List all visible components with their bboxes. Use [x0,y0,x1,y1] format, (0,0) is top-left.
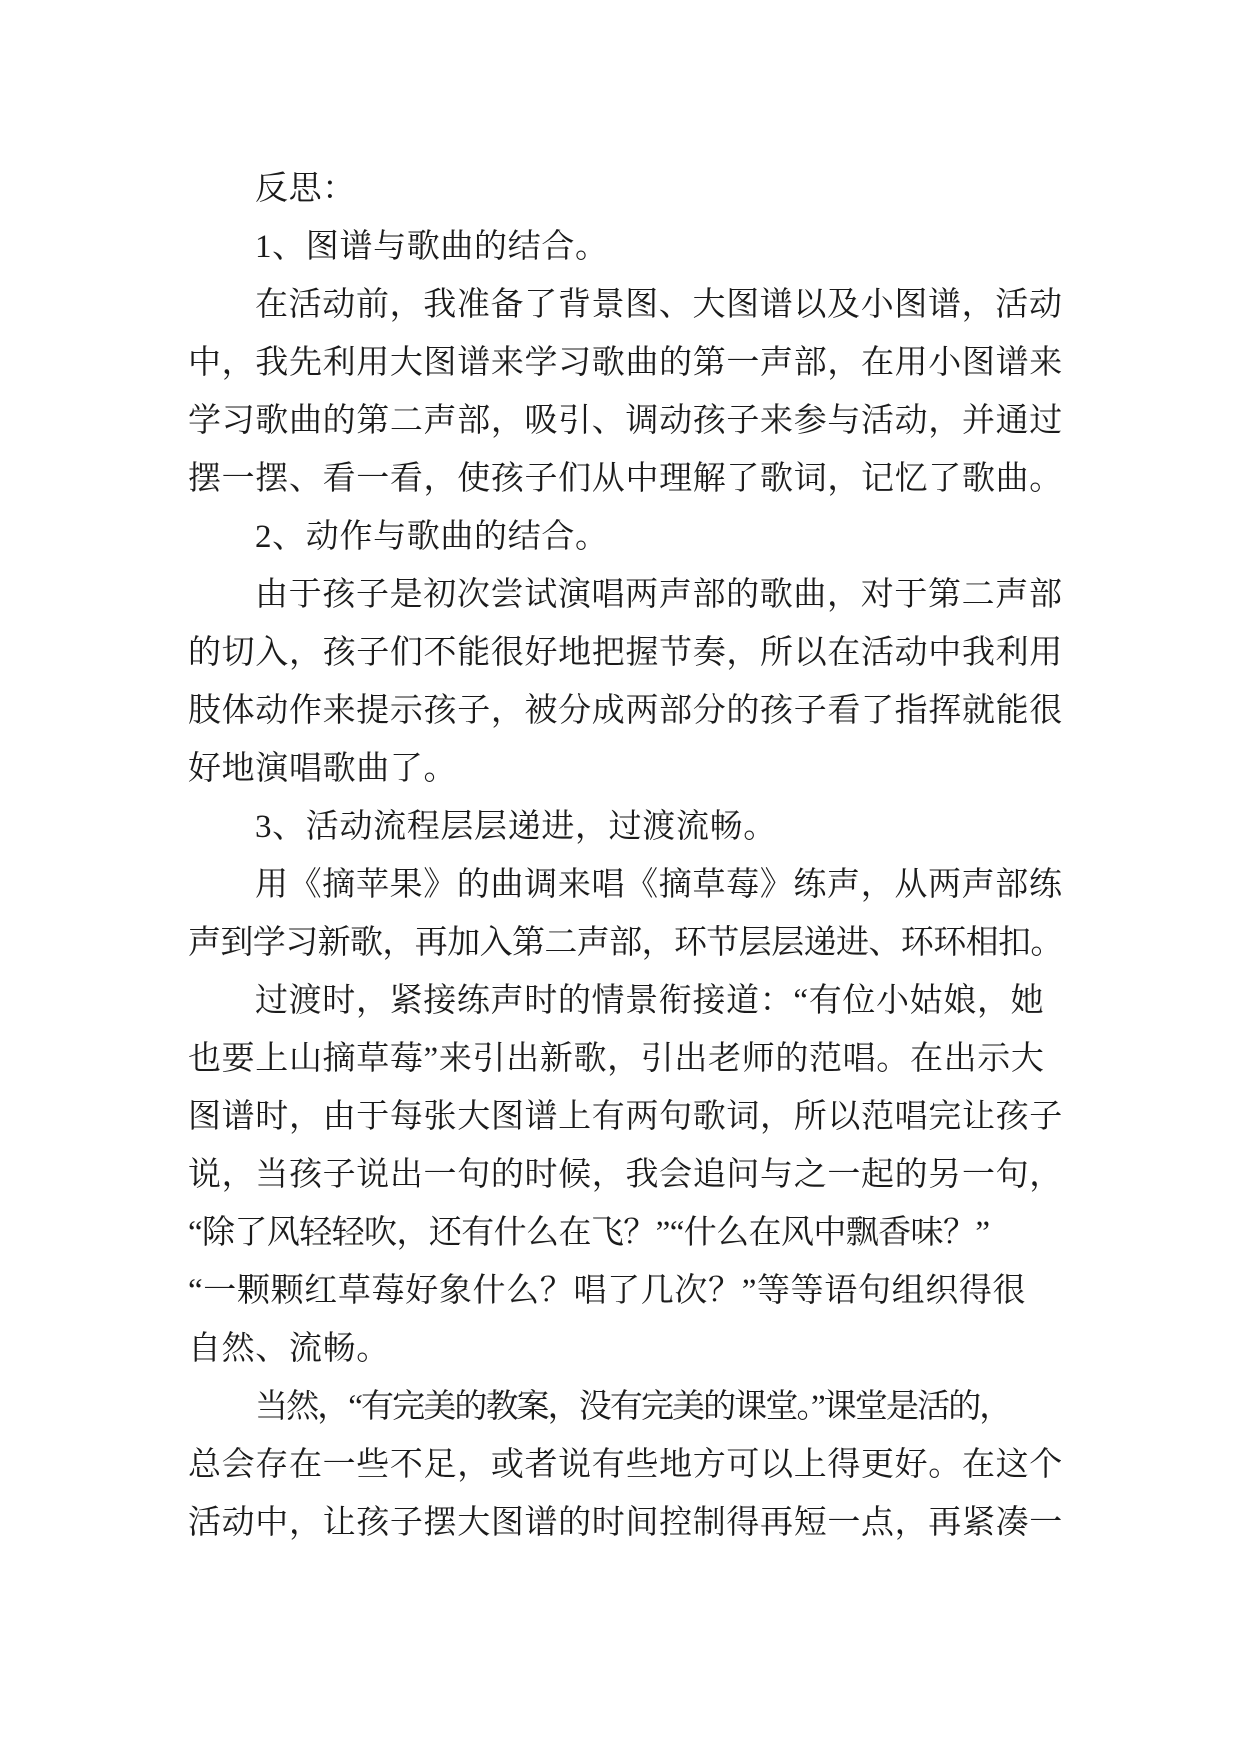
text-line: 肢体动作来提示孩子，被分成两部分的孩子看了指挥就能很 [188,693,1063,729]
text-line: 图谱时，由于每张大图谱上有两句歌词，所以范唱完让孩子 [188,1099,1063,1135]
text-line: 摆一摆、看一看，使孩子们从中理解了歌词，记忆了歌曲。 [188,461,1063,497]
text-line: 的切入，孩子们不能很好地把握节奏，所以在活动中我利用 [188,635,1063,671]
heading-reflection: 反思： [255,171,356,207]
text-line: 也要上山摘草莓”来引出新歌，引出老师的范唱。在出示大 [188,1041,1045,1077]
heading-point-1: 1、图谱与歌曲的结合。 [255,229,609,265]
text-line: “一颗颗红草莓好象什么？唱了几次？”等等语句组织得很 [188,1273,1027,1309]
heading-point-3: 3、活动流程层层递进，过渡流畅。 [255,809,777,845]
text-line: 学习歌曲的第二声部，吸引、调动孩子来参与活动，并通过 [188,403,1063,439]
text-line: “除了风轻轻吹，还有什么在飞？”“什么在风中飘香味？” [188,1215,990,1251]
text-line: 当然，“有完美的教案，没有完美的课堂。”课堂是活的， [255,1389,1011,1425]
text-line: 好地演唱歌曲了。 [188,751,458,787]
text-line: 由于孩子是初次尝试演唱两声部的歌曲，对于第二声部 [255,577,1063,613]
text-line: 活动中，让孩子摆大图谱的时间控制得再短一点，再紧凑一 [188,1505,1063,1541]
text-line: 声到学习新歌，再加入第二声部，环节层层递进、环环相扣。 [188,925,1063,961]
text-line: 说，当孩子说出一句的时候，我会追问与之一起的另一句， [188,1157,1063,1193]
heading-point-2: 2、动作与歌曲的结合。 [255,519,609,555]
document-body [188,160,1065,1552]
text-line: 自然、流畅。 [188,1331,390,1367]
text-line: 中，我先利用大图谱来学习歌曲的第一声部，在用小图谱来 [188,345,1063,381]
text-line: 在活动前，我准备了背景图、大图谱以及小图谱，活动 [255,287,1063,323]
text-line: 用《摘苹果》的曲调来唱《摘草莓》练声，从两声部练 [255,867,1063,903]
text-line: 过渡时，紧接练声时的情景衔接道：“有位小姑娘，她 [255,983,1045,1019]
text-line: 总会存在一些不足，或者说有些地方可以上得更好。在这个 [188,1447,1063,1483]
